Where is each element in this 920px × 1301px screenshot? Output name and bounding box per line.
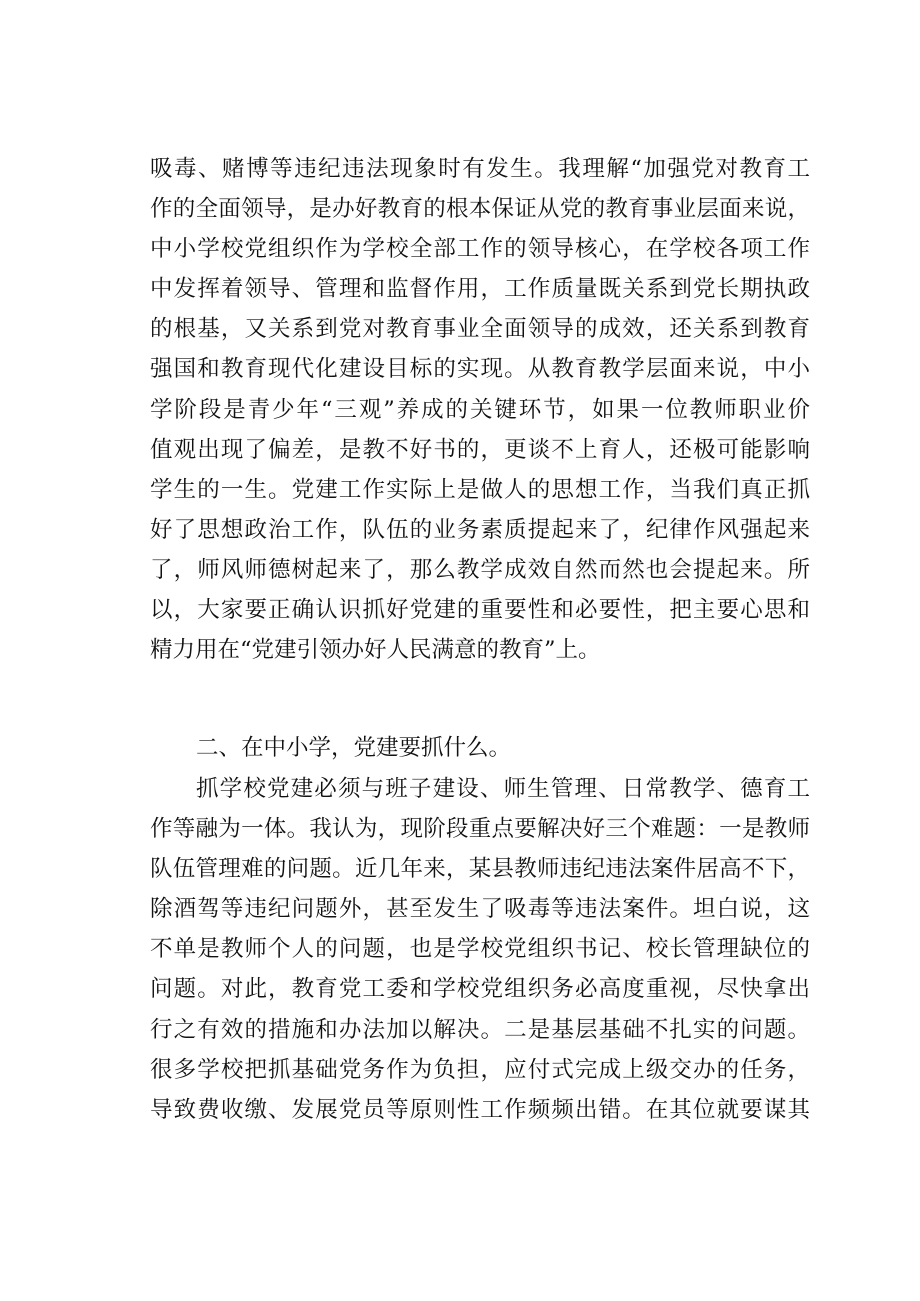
paragraph-line: 以，大家要正确认识抓好党建的重要性和必要性，把主要心思和 [150, 597, 810, 624]
paragraph-line: 问题。对此，教育党工委和学校党组织务必高度重视，尽快拿出 [150, 976, 810, 1003]
paragraph-line: 作的全面领导，是办好教育的根本保证从党的教育事业层面来说， [150, 196, 810, 223]
paragraph-line: 作等融为一体。我认为，现阶段重点要解决好三个难题：一是教师 [150, 816, 810, 843]
paragraph-line: 吸毒、赌博等违纪违法现象时有发生。我理解“加强党对教育工 [150, 156, 810, 182]
paragraph-line: 除酒驾等违纪问题外，甚至发生了吸毒等违法案件。坦白说，这 [150, 896, 810, 923]
paragraph-line: 中发挥着领导、管理和监督作用，工作质量既关系到党长期执政 [150, 276, 810, 303]
paragraph-line: 导致费收缴、发展党员等原则性工作频频出错。在其位就要谋其 [150, 1096, 810, 1123]
paragraph-line: 不单是教师个人的问题，也是学校党组织书记、校长管理缺位的 [150, 936, 810, 963]
paragraph-line: 抓学校党建必须与班子建设、师生管理、日常教学、德育工 [196, 776, 810, 802]
paragraph-line: 强国和教育现代化建设目标的实现。从教育教学层面来说，中小 [150, 356, 810, 383]
paragraph-line: 的根基，又关系到党对教育事业全面领导的成效，还关系到教育 [150, 316, 810, 343]
paragraph-line: 值观出现了偏差，是教不好书的，更谈不上育人，还极可能影响 [150, 436, 810, 463]
paragraph-line: 精力用在“党建引领办好人民满意的教育”上。 [150, 637, 601, 664]
paragraph-line: 很多学校把抓基础党务作为负担，应付式完成上级交办的任务， [150, 1056, 810, 1083]
section-heading: 二、在中小学，党建要抓什么。 [196, 735, 512, 761]
paragraph-line: 中小学校党组织作为学校全部工作的领导核心，在学校各项工作 [150, 236, 810, 263]
paragraph-line: 学生的一生。党建工作实际上是做人的思想工作，当我们真正抓 [150, 476, 810, 503]
paragraph-line: 行之有效的措施和办法加以解决。二是基层基础不扎实的问题。 [150, 1016, 810, 1043]
paragraph-2 [150, 769, 810, 1130]
paragraph-line: 学阶段是青少年“三观”养成的关键环节，如果一位教师职业价 [150, 396, 810, 423]
paragraph-line: 队伍管理难的问题。近几年来，某县教师违纪违法案件居高不下， [150, 856, 810, 883]
paragraph-line: 好了思想政治工作，队伍的业务素质提起来了，纪律作风强起来 [150, 516, 810, 543]
paragraph-line: 了，师风师德树起来了，那么教学成效自然而然也会提起来。所 [150, 556, 810, 583]
paragraph-1 [150, 149, 810, 670]
